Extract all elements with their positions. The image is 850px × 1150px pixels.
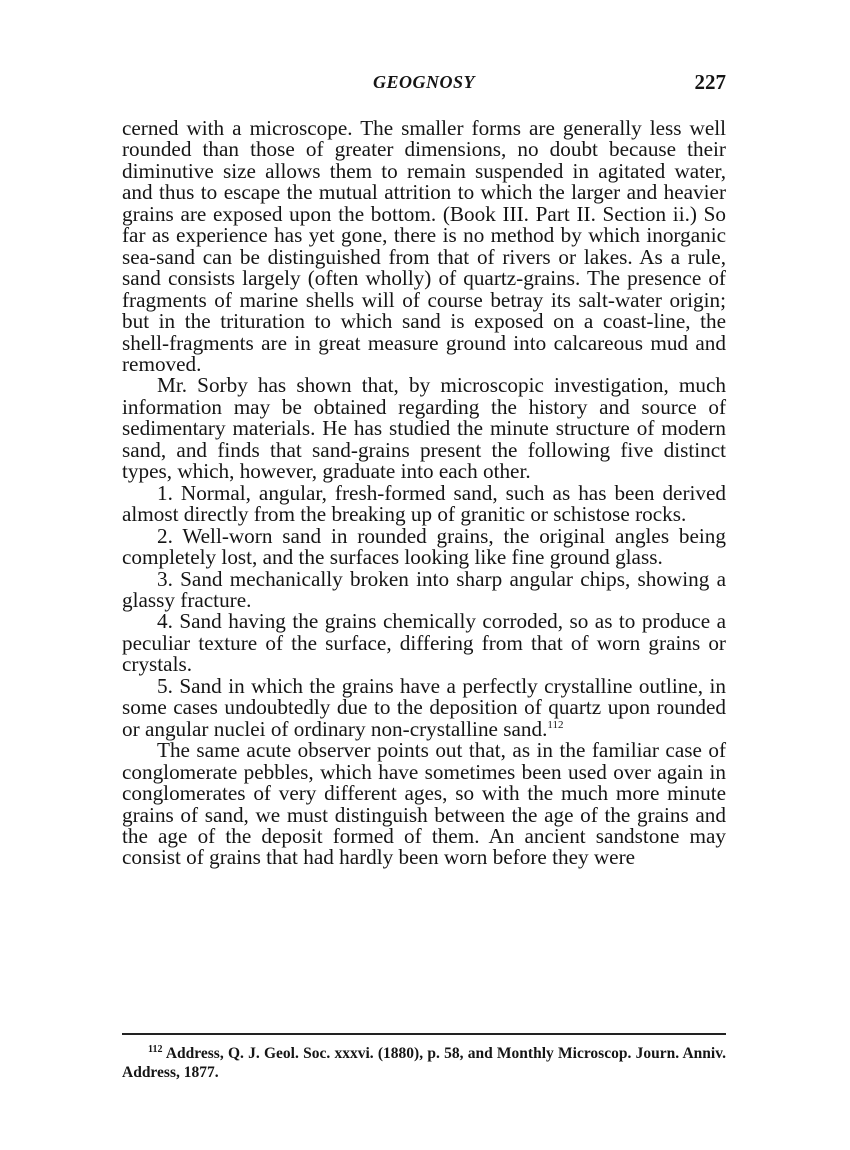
page-header (122, 70, 726, 100)
list-item-text: 5. Sand in which the grains have a perfectly crystalline outline, in some cases undoubtedly due to the deposition of quartz upon rounded or angular nuclei of ordinary non-crystalline sand. (122, 673, 726, 741)
paragraph: cerned with a microscope. The smaller forms are generally less well rounded than those of greater dimensions, no doubt because their diminutive size allows them to remain suspended in agitated water, and thus to escape the mutual attrition to which the larger and heavier grains are exposed upon the bottom. (Book III. Part II. Section ii.) So far as experience has yet gone, there is no method by which inorganic sea-sand can be distinguished from that of rivers or lakes. As a rule, sand consists largely (often wholly) of quartz-grains. The presence of fragments of marine shells will of course betray its salt-water origin; but in the trituration to which sand is exposed on a coast-line, the shell-fragments are in great measure ground into calcareous mud and removed. (122, 116, 726, 376)
footnote-reference: 112 (547, 718, 564, 731)
list-item (122, 673, 726, 741)
list-item: 3. Sand mechanically broken into sharp angular chips, showing a glassy fracture. (122, 566, 726, 612)
paragraph: The same acute observer points out that, as in the familiar case of conglomerate pebbles, which have sometimes been used over again in conglomerates of very different ages, so with the much more minute grains of sand, we must distinguish between the age of the grains and the age of the deposit formed of them. An ancient sandstone may consist of grains that had hardly been worn before they were (122, 738, 726, 870)
footnote (122, 1044, 726, 1082)
list-item: 1. Normal, angular, fresh-formed sand, such as has been derived almost directly from the breaking up of granitic or schistose rocks. (122, 480, 726, 527)
footnote-text: Address, Q. J. Geol. Soc. xxxvi. (1880), p. 58, and Monthly Microscop. Journ. Anniv. Address, 1877. (122, 1045, 726, 1081)
footnote-number: 112 (148, 1043, 163, 1055)
footnote-divider (122, 1033, 726, 1035)
body-text (122, 118, 726, 869)
list-item: 4. Sand having the grains chemically corroded, so as to produce a peculiar texture of the surface, differing from that of worn grains or crystals. (122, 609, 726, 677)
list-item: 2. Well-worn sand in rounded grains, the original angles being completely lost, and the surfaces looking like fine ground glass. (122, 523, 726, 570)
page-number: 227 (694, 70, 726, 94)
running-title: GEOGNOSY (372, 72, 475, 92)
paragraph: Mr. Sorby has shown that, by microscopic investigation, much information may be obtained regarding the history and source of sedimentary materials. He has studied the minute structure of modern sand, and finds that sand-grains present the following five distinct types, which, however, graduate into each other. (122, 373, 726, 484)
